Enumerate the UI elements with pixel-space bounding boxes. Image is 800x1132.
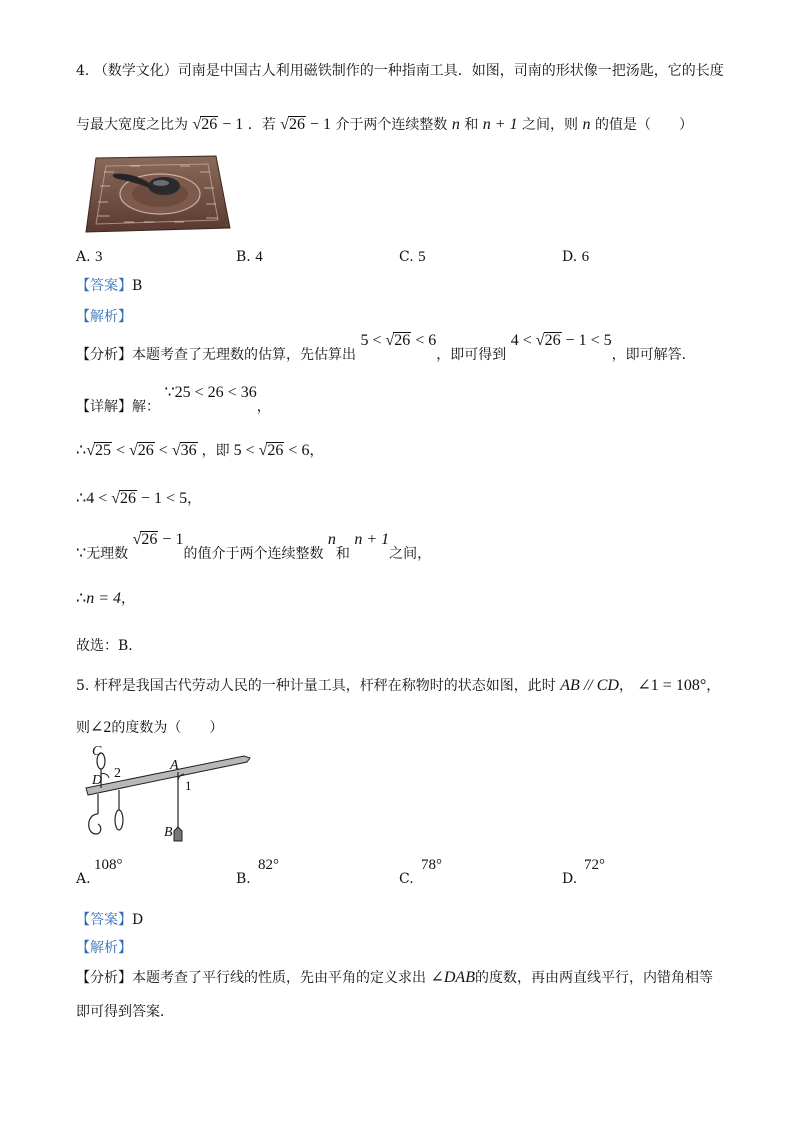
choose-line: 故选：B． bbox=[76, 638, 143, 654]
question-number: 5. bbox=[76, 678, 90, 694]
step-sqrt-compare: ∴√25 < √26 < √36 ，即 5 < √26 < 6， bbox=[76, 442, 324, 459]
analysis-summary: 【分析】本题考查了无理数的估算，先估算出 5 < √26 < 6，即可得到 4 < √26 − 1 < 5，即可解答． bbox=[76, 332, 696, 363]
label-angle-1: 1 bbox=[185, 778, 192, 793]
answer-value: D bbox=[132, 912, 144, 928]
q5-line2: 则∠2的度数为（ ） bbox=[76, 719, 224, 736]
q5-line1: 5. 杆秤是我国古代劳动人民的一种计量工具，杆秤在称物时的状态如图，此时 AB // CD， ∠1 = 108°， bbox=[76, 677, 721, 694]
option-b[interactable]: B. 4 bbox=[236, 249, 263, 265]
analysis-tag: 【解析】 bbox=[76, 309, 132, 325]
option-a[interactable]: A. 3 bbox=[76, 249, 103, 265]
option-c[interactable]: C. 78° bbox=[399, 857, 442, 887]
option-a[interactable]: A. 108° bbox=[76, 857, 123, 887]
option-d[interactable]: D. 72° bbox=[562, 857, 605, 887]
option-c[interactable]: C. 5 bbox=[399, 249, 426, 265]
analysis-summary: 【分析】本题考查了平行线的性质，先由平角的定义求出 ∠DAB的度数，再由两直线平行，内错角相等 bbox=[76, 969, 713, 986]
answer-tag: 【答案】 bbox=[76, 278, 132, 294]
label-angle-2: 2 bbox=[114, 766, 121, 781]
label-b: B bbox=[164, 825, 173, 840]
answer-value: B bbox=[132, 278, 143, 294]
detail-line: 【详解】解： ∵25 < 26 < 36， bbox=[76, 384, 271, 415]
analysis-tag: 【解析】 bbox=[76, 940, 132, 956]
steelyard-diagram bbox=[84, 740, 260, 846]
option-d[interactable]: D. 6 bbox=[562, 249, 590, 265]
answer-line bbox=[76, 277, 142, 295]
question-text: （数学文化）司南是中国古人利用磁铁制作的一种指南工具．如图，司南的形状像一把汤匙，它的长度 bbox=[93, 63, 724, 79]
answer-line bbox=[76, 911, 143, 929]
step-result: ∴n = 4， bbox=[76, 590, 135, 607]
q4-line1 bbox=[76, 62, 724, 80]
step-between: ∵无理数 √26 − 1的值介于两个连续整数 n和 n + 1之间， bbox=[76, 531, 432, 562]
sinan-compass-image bbox=[84, 152, 234, 234]
q4-line2: 与最大宽度之比为 √26 − 1 ．若 √26 − 1 介于两个连续整数 n 和 n + 1 之间，则 n 的值是（ ） bbox=[76, 116, 693, 133]
label-d: D bbox=[92, 773, 103, 788]
step-range: ∴4 < √26 − 1 < 5， bbox=[76, 490, 202, 507]
option-b[interactable]: B. 82° bbox=[236, 857, 279, 887]
sqrt26-minus-1: √26 − 1 bbox=[192, 116, 244, 133]
label-a: A bbox=[170, 758, 179, 773]
answer-tag: 【答案】 bbox=[76, 912, 132, 928]
analysis-summary-line2: 即可得到答案． bbox=[76, 1004, 174, 1020]
question-number: 4. bbox=[76, 63, 90, 79]
label-c: C bbox=[92, 744, 102, 759]
